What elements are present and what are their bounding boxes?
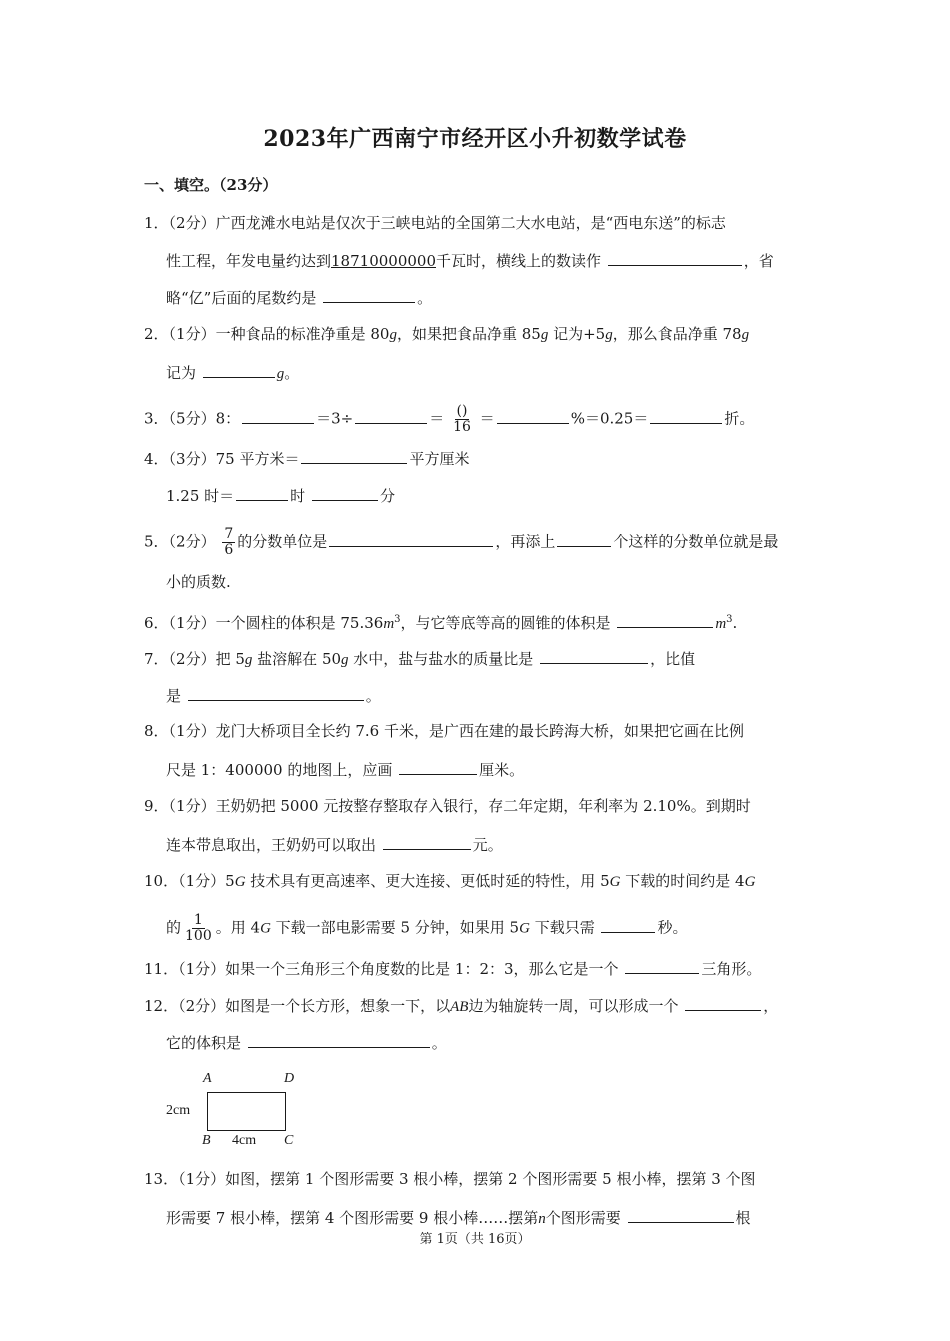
q5-fraction: $\frac{7}{6}$ — [224, 526, 234, 558]
q8-blank[interactable] — [399, 758, 477, 775]
q5-line2: 小的质数. — [166, 573, 231, 591]
q4-line2: 1.25 时＝ 时 分 — [166, 484, 395, 506]
q1-blank-approx[interactable] — [323, 286, 415, 303]
q1-line2: 性工程，年发电量约达到18710000000千瓦时，横线上的数读作 ，省 — [166, 249, 774, 271]
q13-line2: 形需要 7 根小棒，摆第 4 个图形需要 9 根小棒……摆第n个图形需要 根 — [166, 1206, 751, 1229]
q4-blank-1[interactable] — [301, 447, 407, 464]
q4-line1: 4．（3分）75 平方米＝ 平方厘米 — [144, 447, 469, 469]
q9-line2: 连本带息取出，王奶奶可以取出 元。 — [166, 833, 503, 855]
rectangle-abcd — [207, 1092, 286, 1131]
q1-blank-read[interactable] — [608, 249, 742, 266]
q10-line1: 10．（1分）5G 技术具有更高速率、更大连接、更低时延的特性，用 5G 下载的时间约是 4G — [144, 872, 756, 890]
q11-blank[interactable] — [625, 957, 699, 974]
q4-blank-2[interactable] — [236, 484, 288, 501]
q10-line2: 的 $\frac{1}{100}$ 。用 4G 下载一部电影需要 5 分钟，如果用 5G 下载只需 秒。 — [166, 912, 688, 944]
q2-blank[interactable] — [203, 361, 275, 378]
q13-line1: 13．（1分）如图，摆第 1 个图形需要 3 根小棒，摆第 2 个图形需要 5 根小棒，摆第 3 个图 — [144, 1170, 756, 1188]
label-c: C — [284, 1133, 294, 1148]
q4-blank-3[interactable] — [312, 484, 378, 501]
q8-line2: 尺是 1：400000 的地图上，应画 厘米。 — [166, 758, 524, 780]
q12-blank-1[interactable] — [685, 994, 761, 1011]
q8-line1: 8．（1分）龙门大桥项目全长约 7.6 千米，是广西在建的最长跨海大桥，如果把它画在比例 — [144, 722, 744, 740]
page-footer: 第 1页（共 16页） — [419, 1232, 531, 1247]
label-a: A — [203, 1071, 212, 1086]
q5-blank-2[interactable] — [557, 530, 611, 547]
q1-line3: 略“亿”后面的尾数约是 。 — [166, 286, 432, 308]
q6-blank[interactable] — [617, 611, 713, 628]
q9-line1: 9．（1分）王奶奶把 5000 元按整存整取存入银行，存二年定期，年利率为 2.10%。到期时 — [144, 797, 751, 815]
q3-blank-3[interactable] — [497, 407, 569, 424]
section-heading: 一、填空。（23分） — [144, 176, 278, 194]
q12-blank-2[interactable] — [248, 1031, 430, 1048]
q5-line1: 5．（2分） $\frac{7}{6}$ 的分数单位是 ，再添上 个这样的分数单位就是最 — [144, 526, 779, 558]
label-side-length: 2cm — [166, 1103, 191, 1118]
q12-line1: 12．（2分）如图是一个长方形，想象一下，以AB边为轴旋转一周，可以形成一个 ， — [144, 994, 778, 1017]
q10-fraction: $\frac{1}{100}$ — [185, 912, 212, 944]
q3-line: 3．（5分）8： ＝3÷ ＝ $\frac{()}{16}$ ＝ %＝0.25＝ 折。 — [144, 403, 755, 435]
q7-blank-1[interactable] — [540, 647, 648, 664]
q1-number: 18710000000 — [331, 252, 436, 270]
q3-fraction: $\frac{()}{16}$ — [453, 403, 471, 435]
q1-line1: 1．（2分）广西龙滩水电站是仅次于三峡电站的全国第二大水电站，是“西电东送”的标志 — [144, 214, 726, 232]
label-b: B — [202, 1133, 211, 1148]
q9-blank[interactable] — [383, 833, 471, 850]
q13-blank[interactable] — [628, 1206, 734, 1223]
q3-blank-2[interactable] — [355, 407, 427, 424]
q7-blank-2[interactable] — [188, 684, 364, 701]
q7-line2: 是 。 — [166, 684, 381, 706]
q2-line1: 2．（1分）一种食品的标准净重是 80g，如果把食品净重 85g 记为+5g，那么食品净重 78g — [144, 325, 750, 343]
q6-line: 6．（1分）一个圆柱的体积是 $75.36m^3$，与它等底等高的圆锥的体积是 $m^3$. — [144, 610, 737, 634]
q2-line2: 记为 g。 — [166, 361, 299, 384]
q3-blank-1[interactable] — [242, 407, 314, 424]
q10-blank[interactable] — [601, 916, 655, 933]
q11-line: 11．（1分）如果一个三角形三个角度数的比是 1：2：3，那么它是一个 三角形。 — [144, 957, 761, 979]
label-d: D — [284, 1071, 295, 1086]
q5-blank-1[interactable] — [329, 530, 493, 547]
q7-line1: 7．（2分）把 5g 盐溶解在 50g 水中，盐与盐水的质量比是 ，比值 — [144, 647, 695, 670]
q12-line2: 它的体积是 。 — [166, 1031, 447, 1053]
page-title: 2023年广西南宁市经开区小升初数学试卷 — [263, 126, 687, 152]
q3-blank-4[interactable] — [650, 407, 722, 424]
label-bottom-length: 4cm — [232, 1133, 257, 1148]
